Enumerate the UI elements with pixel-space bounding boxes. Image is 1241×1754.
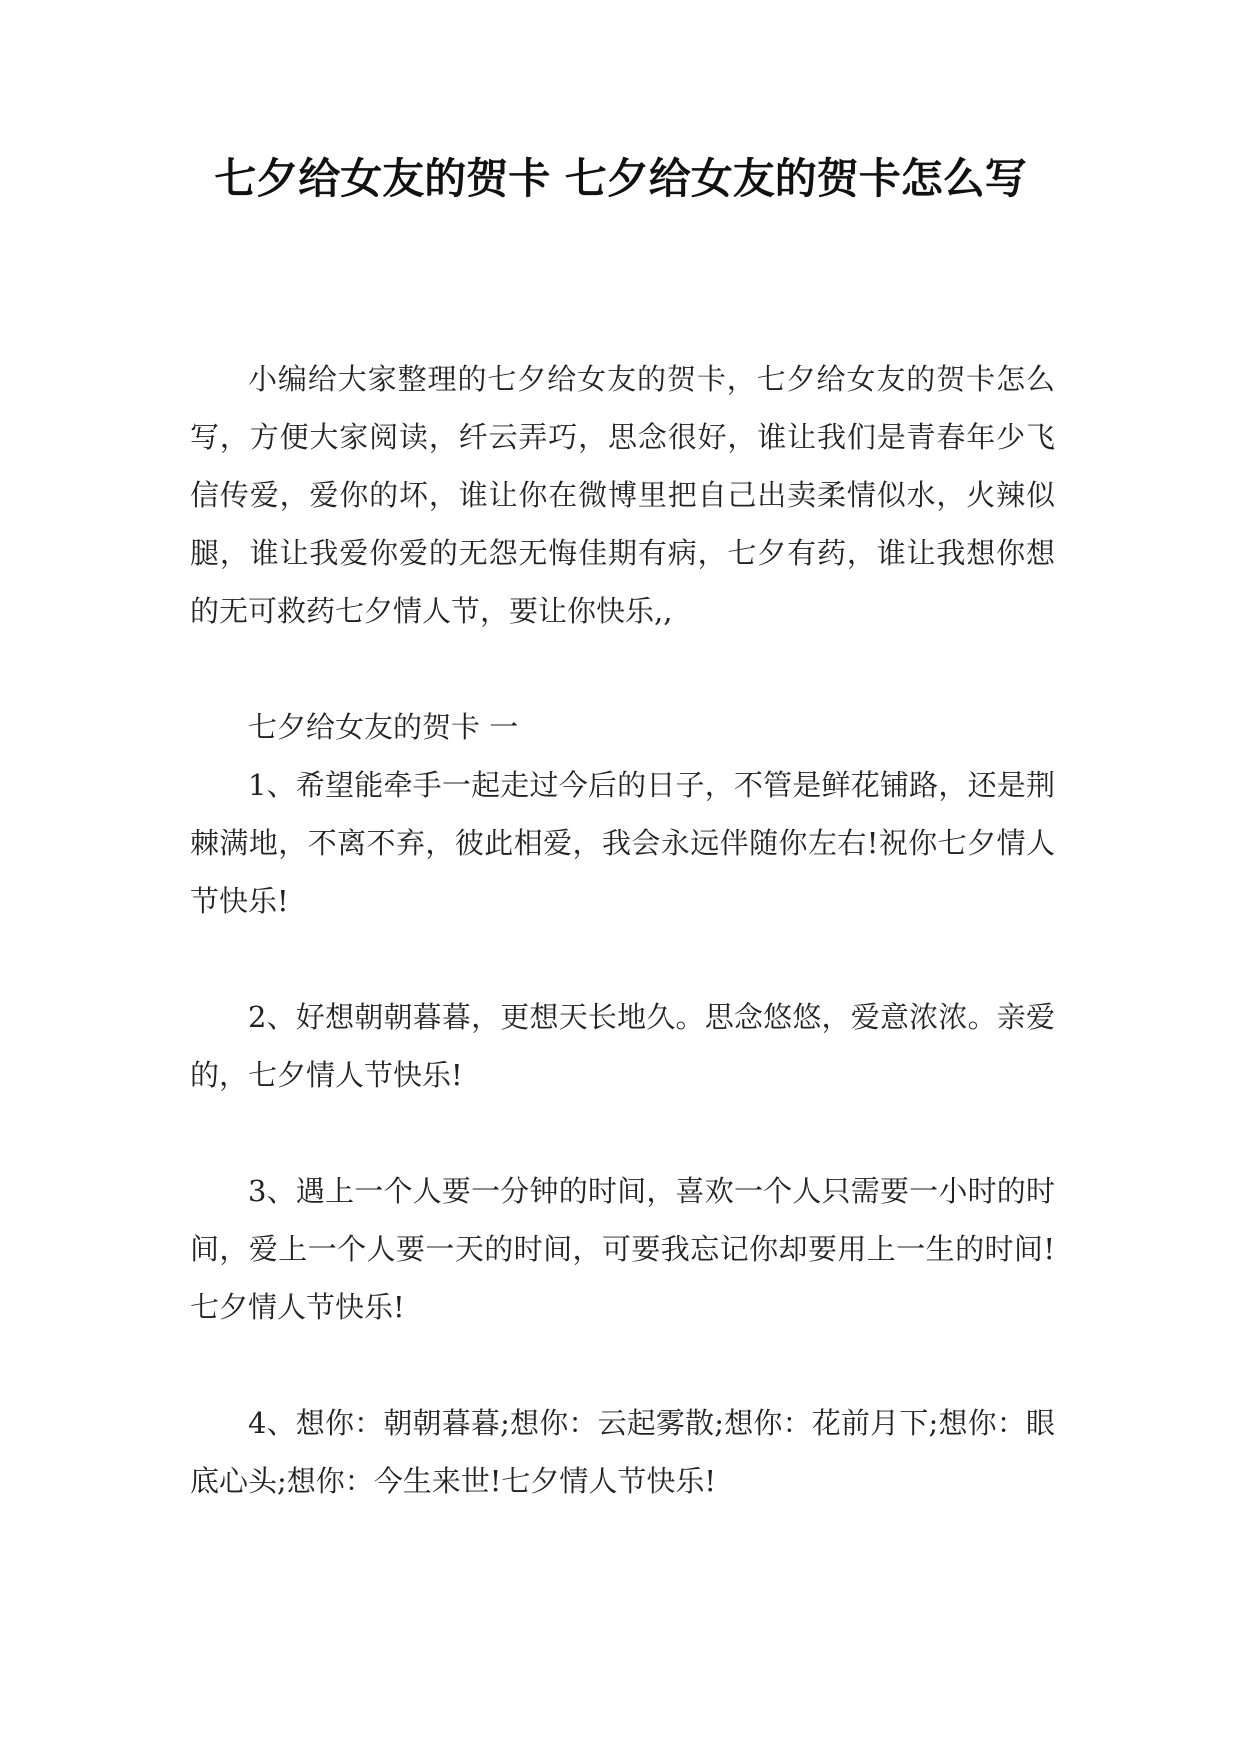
section-heading: 七夕给女友的贺卡 一 [248, 710, 519, 744]
list-item: 1、希望能牵手一起走过今后的日子，不管是鲜花铺路，还是荆棘满地，不离不弃，彼此相爱，我会永远伴随你左右!祝你七夕情人节快乐! [190, 768, 1055, 918]
list-item: 2、好想朝朝暮暮，更想天长地久。思念悠悠，爱意浓浓。亲爱的，七夕情人节快乐! [190, 1000, 1055, 1092]
list-item: 4、想你：朝朝暮暮;想你：云起雾散;想你：花前月下;想你：眼底心头;想你：今生来世!七夕情人节快乐! [190, 1406, 1055, 1498]
document-body [190, 350, 1055, 1510]
document-title: 七夕给女友的贺卡 七夕给女友的贺卡怎么写 [214, 154, 1027, 203]
intro-paragraph: 小编给大家整理的七夕给女友的贺卡，七夕给女友的贺卡怎么写，方便大家阅读，纤云弄巧，思念很好，谁让我们是青春年少飞信传爱，爱你的坏，谁让你在微博里把自己出卖柔情似水，火辣似腿，谁让我爱你爱的无怨无悔佳期有病，七夕有药，谁让我想你想的无可救药七夕情人节，要让你快乐,, [190, 362, 1055, 628]
list-item: 3、遇上一个人要一分钟的时间，喜欢一个人只需要一小时的时间，爱上一个人要一天的时间，可要我忘记你却要用上一生的时间!七夕情人节快乐! [190, 1174, 1055, 1324]
